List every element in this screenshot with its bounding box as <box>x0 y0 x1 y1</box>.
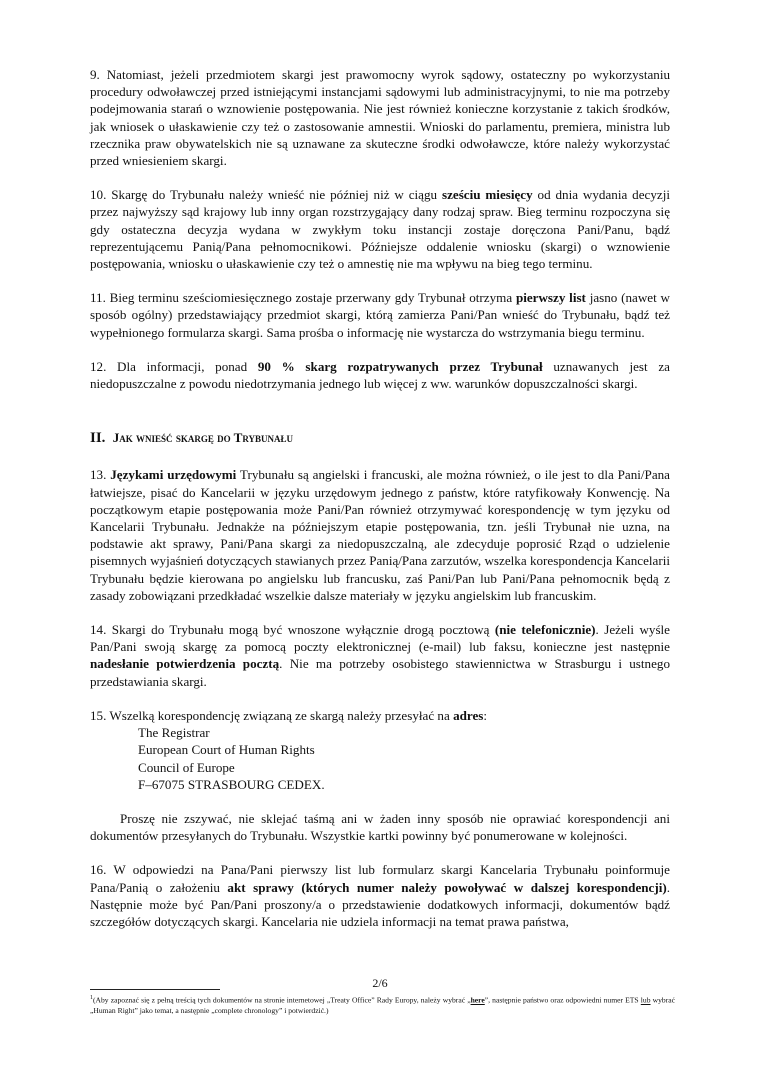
postal-address <box>138 724 670 793</box>
paragraph-14 <box>90 621 670 690</box>
footnote-separator <box>90 989 220 990</box>
address-line: European Court of Human Rights <box>138 742 315 758</box>
paragraph-16-emphasis: akt sprawy (których numer należy powoływać w dalszej korespondencji) <box>227 879 667 895</box>
paragraph-12-emphasis: 90 % skarg rozpatrywanych przez Trybunał <box>257 358 543 374</box>
footnote-link[interactable]: here <box>470 995 485 1005</box>
section-title: Jak wnieść skargę do Trybunału <box>112 430 294 446</box>
address-line: F–67075 STRASBOURG CEDEX. <box>138 776 325 792</box>
document-body <box>90 66 670 930</box>
paragraph-13-text-c: Trybunału są angielski i francuski, ale można również, o ile jest to dla Pani/Pana łatwiejsze, pisać do Kancelarii w języku urzędowym jednego z państw, które ratyfikowały Konwencję. Na początkowym etapie postępowania może Pani/Pan również otrzymywać korespondencję w tym języku od Kancelarii Trybunału. Jednakże na późniejszym etapie postępowania, tzn. jeśli Trybunał nie uzna, na podstawie akt sprawy, Pani/Pana skargi za niedopuszczalną, ale zdecyduje poprosić Rząd o udzielenie pisemnych wyjaśnień dotyczących stawianych przez Panią/Pana zarzutów, wszelka korespondencja Kancelarii Trybunału będzie kierowana po angielsku lub francusku, zaś Pani/Pan lub Pani/Pana pełnomocnik będą z zasady zobowiązani przedkładać wszelkie dalsze materiały w języku angielskim lub francuskim. <box>90 467 670 603</box>
address-line: The Registrar <box>138 725 210 741</box>
paragraph-15 <box>90 707 670 724</box>
section-number: II. <box>90 430 106 447</box>
paragraph-14-emphasis-1: (nie telefonicznie) <box>494 622 596 638</box>
paragraph-16 <box>90 861 670 930</box>
paragraph-14-text-c: . Jeżeli wyśle Pan/Pani swoją skargę za pomocą poczty elektronicznej (e-mail) lub faksu, konieczne jest następnie <box>90 622 670 655</box>
paragraph-13-emphasis: Językami urzędowymi <box>110 467 237 483</box>
paragraph-16-text-c: . Następnie może być Pan/Pani proszony/a o przedstawienie dodatkowych informacji, dokumentów bądź szczegółów dotyczących skargi. Kancelaria nie udziela informacji na temat prawa państwa, <box>90 879 670 929</box>
paragraph-11-emphasis: pierwszy list <box>515 290 586 306</box>
paragraph-10-text-a: 10. Skargę do Trybunału należy wnieść nie później niż w ciągu <box>90 187 442 203</box>
paragraph-15-note: Proszę nie zszywać, nie sklejać taśmą ani w żaden inny sposób nie oprawiać korespondencji ani dokumentów przesyłanych do Trybunału. Wszystkie kartki powinny być ponumerowane w kolejności. <box>90 810 670 844</box>
paragraph-12-text-a: 12. Dla informacji, ponad <box>90 358 258 374</box>
paragraph-14-emphasis-2: nadesłanie potwierdzenia pocztą <box>90 656 280 672</box>
paragraph-13 <box>90 466 670 604</box>
paragraph-10 <box>90 186 670 272</box>
footnote <box>90 993 675 1016</box>
paragraph-10-text-c: od dnia wydania decyzji przez najwyższy sąd krajowy lub inny organ rozstrzygający dany rodzaj spraw. Bieg terminu rozpoczyna się gdy ostateczna decyzja wydana w zwykłym toku instancji zostaje doręczona Pani/Panu, bądź reprezentującemu Panią/Pana pełnomocnikowi. Późniejsze oddalenie wniosku (skargi) o wznowienie postępowania, wniosku o ułaskawienie czy też o amnestię nie ma wpływu na bieg tego terminu. <box>90 187 670 272</box>
footnote-text-a: (Aby zapoznać się z pełną treścią tych dokumentów na stronie internetowej „Treaty Office” Rady Europy, należy wybrać „ <box>93 995 471 1005</box>
address-line: Council of Europe <box>138 759 235 775</box>
paragraph-11-text-c: jasno (nawet w sposób ogólny) przedstawiający przedmiot skargi, którą zamierza Pani/Pan wnieść do Trybunału, bądź też wypełnionego formularza skargi. Sama prośba o informację nie wystarcza do wstrzymania biegu terminu. <box>90 290 671 340</box>
paragraph-13-text-a: 13. <box>90 467 111 483</box>
paragraph-14-text-e: . Nie ma potrzeby osobistego stawiennictwa w Strasburgu i ustnego przedstawiania skargi. <box>90 656 670 689</box>
paragraph-10-emphasis: sześciu miesięcy <box>441 187 533 203</box>
paragraph-15-text-a: 15. Wszelką korespondencję związaną ze skargą należy przesyłać na <box>90 707 454 723</box>
footnote-mark: 1 <box>90 995 93 1001</box>
paragraph-12 <box>90 358 670 392</box>
paragraph-11 <box>90 289 670 341</box>
footnote-text-b: ”, następnie państwo oraz odpowiedni numer ETS <box>484 995 641 1005</box>
footnote-underlined-word: lub <box>640 995 651 1005</box>
page-number: 2/6 <box>372 976 388 990</box>
paragraph-15-text-c: : <box>483 707 488 723</box>
paragraph-15-emphasis: adres <box>453 707 484 723</box>
footnote-text-c: wybrać „Human Right” jako temat, a następnie „complete chronology” i potwierdzić.) <box>90 995 675 1015</box>
section-heading <box>90 429 670 447</box>
paragraph-12-text-c: uznawanych jest za niedopuszczalne z powodu niedotrzymania jednego lub więcej z ww. warunków dopuszczalności skargi. <box>90 358 670 392</box>
paragraph-9: 9. Natomiast, jeżeli przedmiotem skargi jest prawomocny wyrok sądowy, ostateczny po wykorzystaniu procedury odwoławczej przed istniejącymi instancjami sądowymi lub administracyjnymi, to nie ma potrzeby podejmowania starań o wznowienie postępowania. Nie jest również konieczne korzystanie z takich środków, jak wniosek o ułaskawienie czy też o zastosowanie amnestii. Wnioski do parlamentu, premiera, ministra lub rzecznika praw obywatelskich nie są uznawane za skuteczne środki odwoławcze, które należy wykorzystać przed wniesieniem skargi. <box>90 67 670 169</box>
paragraph-16-text-a: 16. W odpowiedzi na Pana/Pani pierwszy list lub formularz skargi Kancelaria Trybunału poinformuje Pana/Panią o założeniu <box>90 862 670 895</box>
paragraph-14-text-a: 14. Skargi do Trybunału mogą być wnoszone wyłącznie drogą pocztową <box>90 622 495 638</box>
paragraph-11-text-a: 11. Bieg terminu sześciomiesięcznego zostaje przerwany gdy Trybunał otrzyma <box>90 290 516 306</box>
